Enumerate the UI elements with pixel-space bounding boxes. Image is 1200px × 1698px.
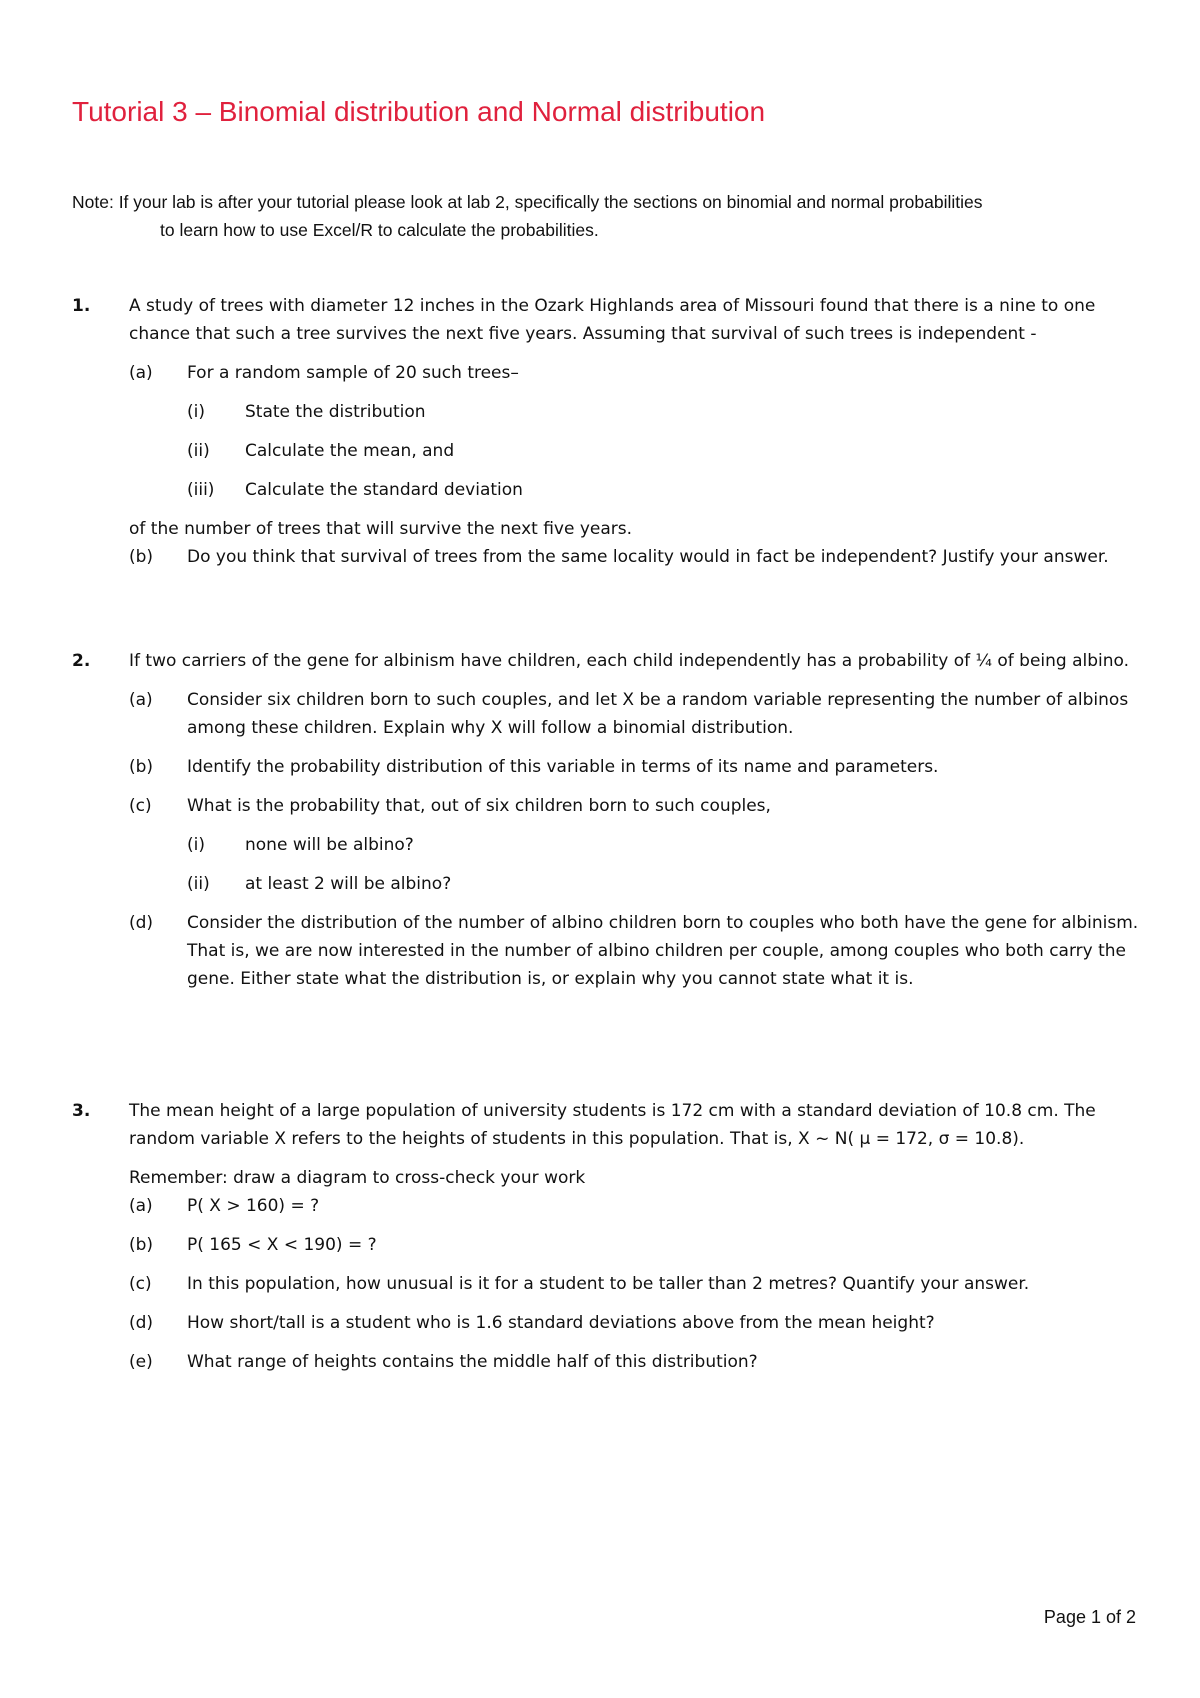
subpart-label: (i) — [187, 402, 205, 422]
question-number: 3. — [72, 1101, 91, 1121]
part-text: P( X > 160) = ? — [187, 1196, 320, 1216]
part-text: Consider the distribution of the number of albino children born to couples who both have the gene for albinism. That is, we are now interested in the number of albino children per couple, among couples who both carry the gene. Either state what the distribution is, or explain why you cannot state what it is. — [187, 913, 1139, 989]
subpart-text: none will be albino? — [245, 835, 414, 855]
subpart-label: (iii) — [187, 480, 215, 500]
question-2 — [72, 647, 1152, 993]
part-text: Identify the probability distribution of this variable in terms of its name and parameters. — [187, 757, 939, 777]
part-text: What is the probability that, out of six children born to such couples, — [187, 796, 771, 816]
subpart-label: (ii) — [187, 441, 210, 461]
question-1 — [72, 292, 1152, 571]
part-text: How short/tall is a student who is 1.6 standard deviations above from the mean height? — [187, 1313, 935, 1333]
part-label: (d) — [129, 913, 154, 933]
part-label: (a) — [129, 690, 153, 710]
question-tail: of the number of trees that will survive the next five years. — [129, 519, 633, 539]
remember-note: Remember: draw a diagram to cross-check your work — [129, 1168, 586, 1188]
page-title: Tutorial 3 – Binomial distribution and Normal distribution — [72, 96, 766, 127]
part-text: What range of heights contains the middle half of this distribution? — [187, 1352, 758, 1372]
question-text: A study of trees with diameter 12 inches in the Ozark Highlands area of Missouri found that there is a nine to one chance that such a tree survives the next five years. Assuming that survival of such trees is independent - — [129, 296, 1096, 344]
part-label: (d) — [129, 1313, 154, 1333]
part-text: P( 165 < X < 190) = ? — [187, 1235, 377, 1255]
subpart-text: Calculate the mean, and — [245, 441, 455, 461]
subpart-text: at least 2 will be albino? — [245, 874, 452, 894]
part-text: Consider six children born to such couples, and let X be a random variable representing the number of albinos among these children. Explain why X will follow a binomial distribution. — [187, 690, 1129, 738]
part-text: In this population, how unusual is it for a student to be taller than 2 metres? Quantify your answer. — [187, 1274, 1030, 1294]
part-label: (c) — [129, 1274, 152, 1294]
subpart-text: State the distribution — [245, 402, 426, 422]
part-label: (c) — [129, 796, 152, 816]
part-label: (e) — [129, 1352, 153, 1372]
note-line-1: Note: If your lab is after your tutorial please look at lab 2, specifically the sections on binomial and normal probabilities — [72, 192, 983, 212]
question-3 — [72, 1097, 1152, 1376]
part-label: (b) — [129, 757, 154, 777]
subpart-text: Calculate the standard deviation — [245, 480, 523, 500]
part-label: (a) — [129, 1196, 153, 1216]
question-number: 1. — [72, 296, 91, 316]
part-label: (b) — [129, 1235, 154, 1255]
part-text: For a random sample of 20 such trees– — [187, 363, 519, 383]
note-line-2: to learn how to use Excel/R to calculate the probabilities. — [160, 220, 599, 240]
question-text: The mean height of a large population of university students is 172 cm with a standard deviation of 10.8 cm. The random variable X refers to the heights of students in this population. That is, X ~ N( μ = 172, σ = 10.8). — [129, 1101, 1096, 1149]
part-text: Do you think that survival of trees from the same locality would in fact be independent? Justify your answer. — [187, 547, 1109, 567]
page-number: Page 1 of 2 — [1043, 1607, 1136, 1627]
part-label: (b) — [129, 547, 154, 567]
question-text: If two carriers of the gene for albinism have children, each child independently has a probability of ¼ of being albino. — [129, 651, 1130, 671]
part-label: (a) — [129, 363, 153, 383]
subpart-label: (i) — [187, 835, 205, 855]
question-number: 2. — [72, 651, 91, 671]
subpart-label: (ii) — [187, 874, 210, 894]
note-block — [72, 188, 1132, 244]
